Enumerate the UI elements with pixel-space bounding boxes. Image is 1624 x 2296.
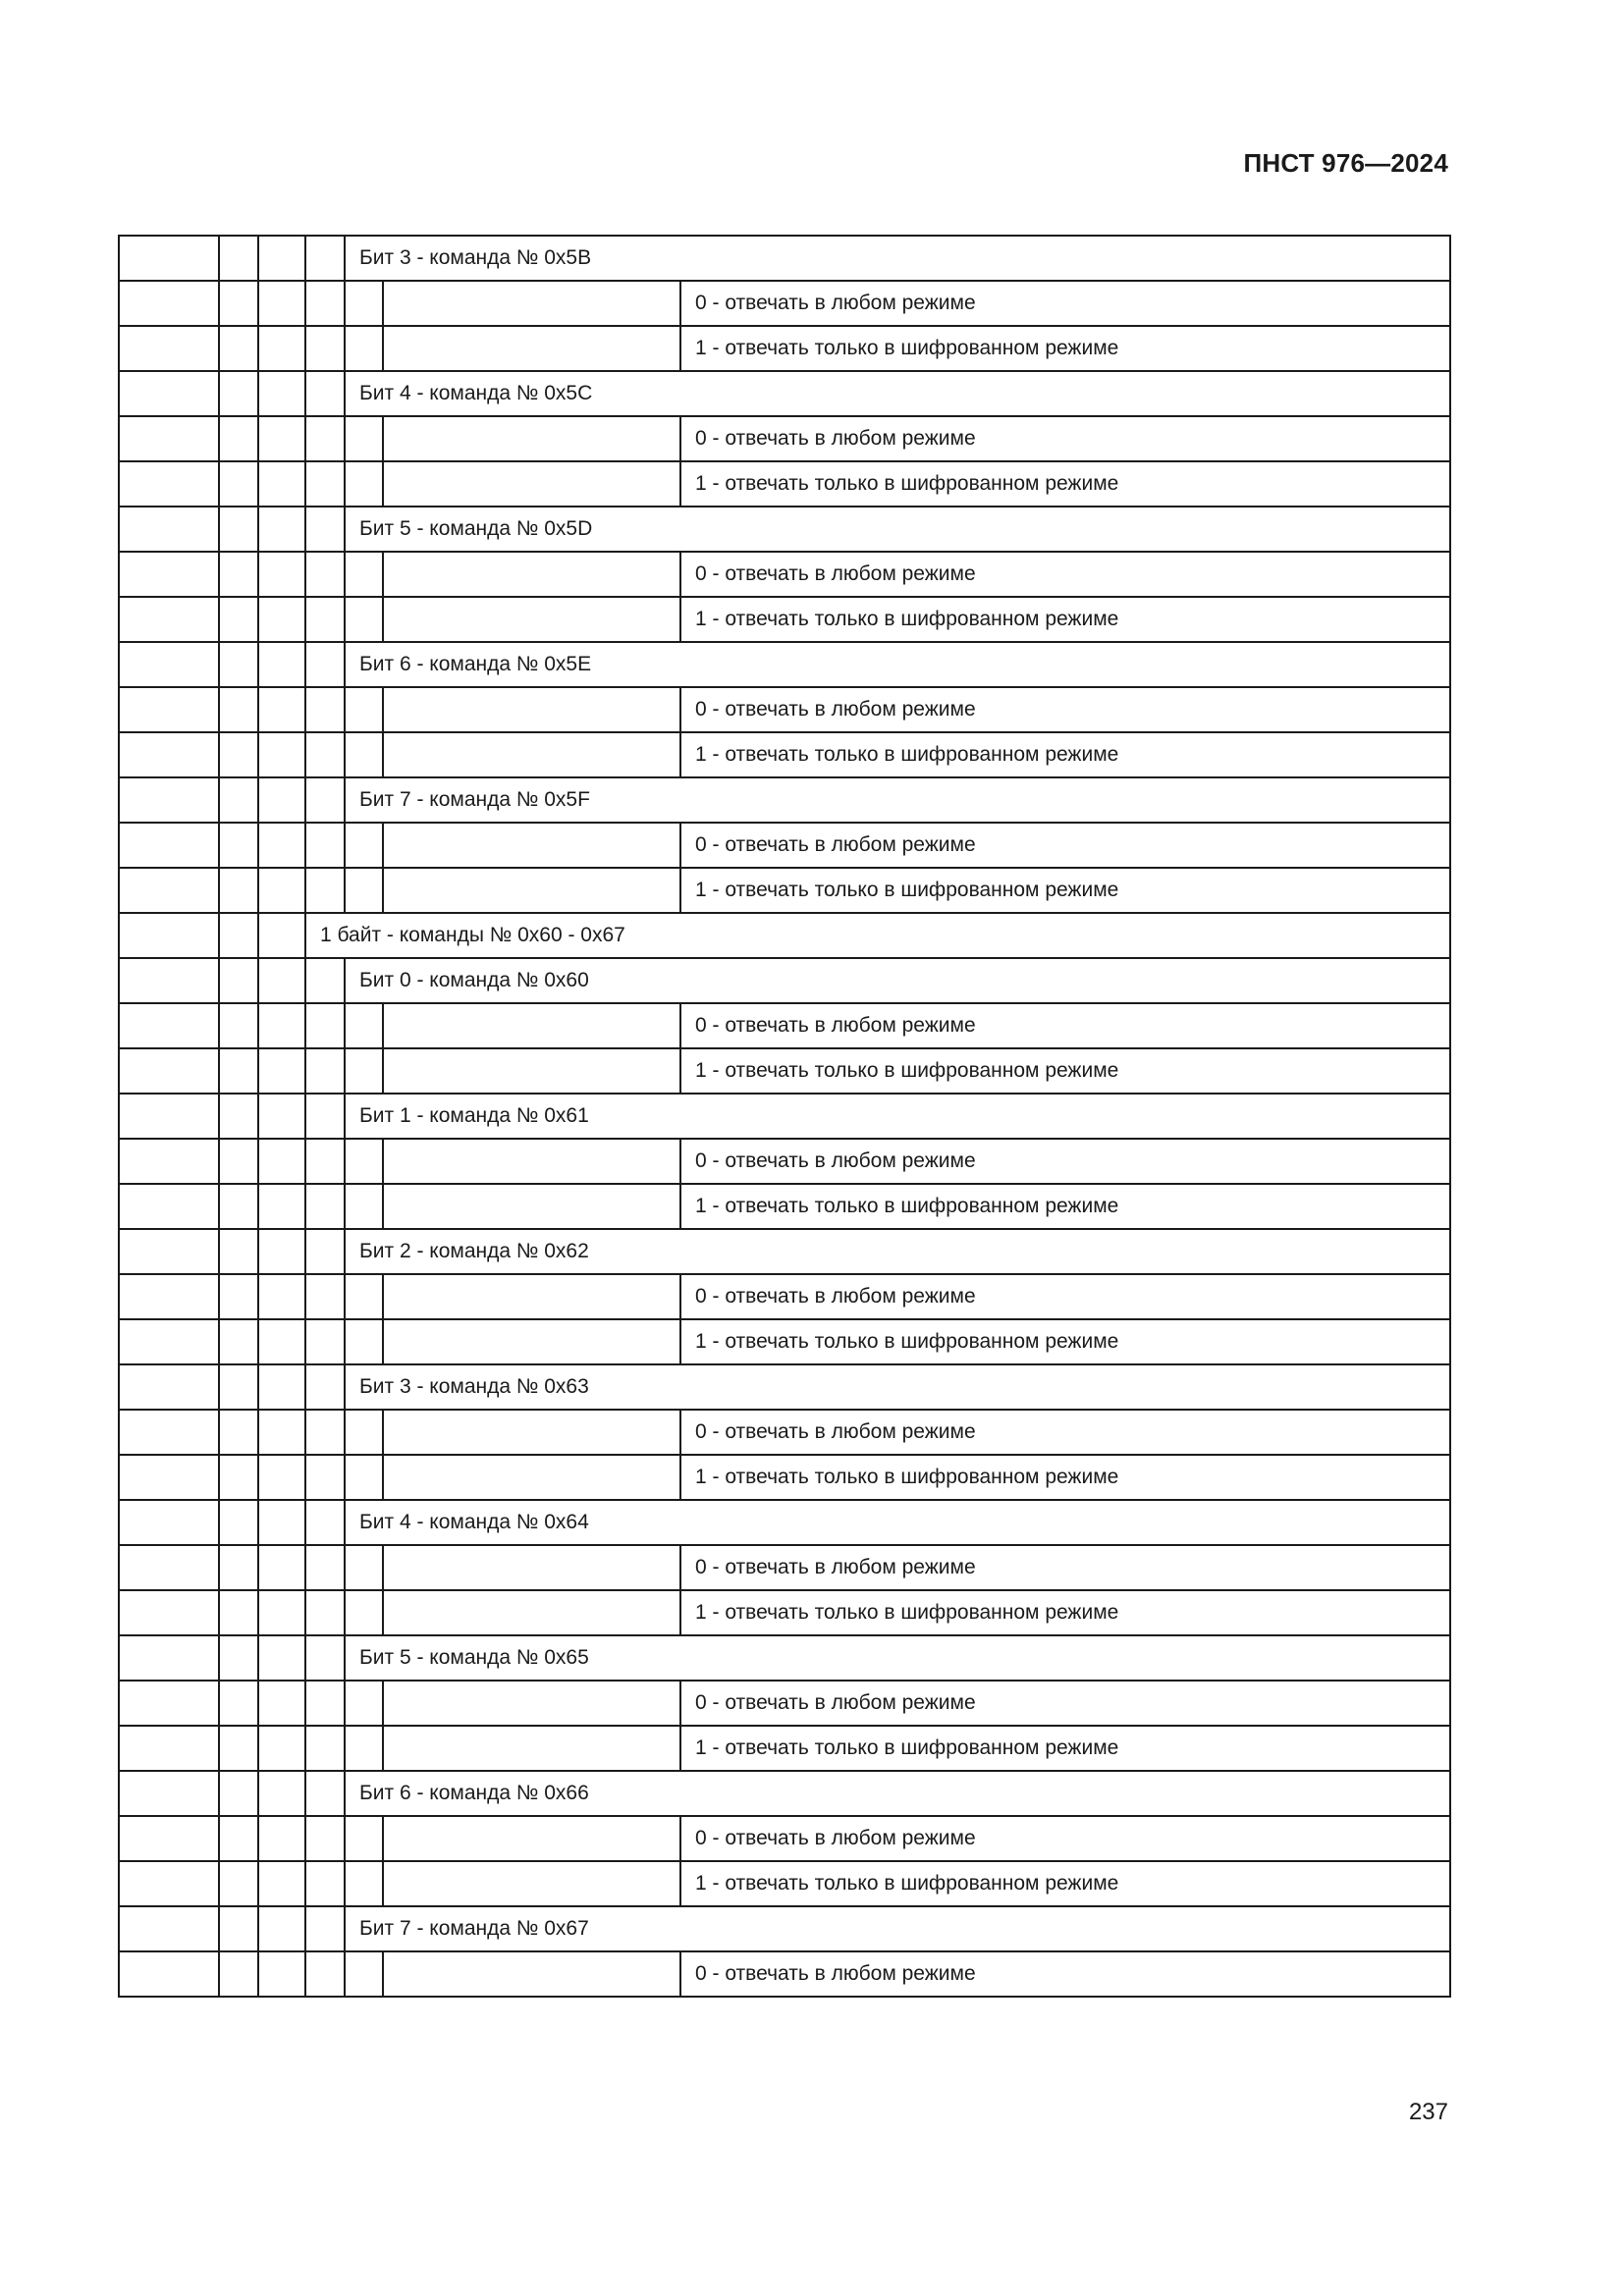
empty-cell: [383, 416, 680, 461]
value-description-cell: 0 - отвечать в любом режиме: [680, 1139, 1450, 1184]
value-row: [119, 1410, 1450, 1455]
empty-cell: [383, 1274, 680, 1319]
empty-cell: [305, 416, 345, 461]
value-row: [119, 1003, 1450, 1048]
empty-cell: [258, 1681, 305, 1726]
empty-cell: [219, 326, 258, 371]
empty-cell: [345, 1590, 383, 1635]
value-description-cell: 0 - отвечать в любом режиме: [680, 416, 1450, 461]
empty-cell: [119, 777, 219, 823]
empty-cell: [383, 1816, 680, 1861]
empty-cell: [119, 868, 219, 913]
empty-cell: [383, 1048, 680, 1094]
empty-cell: [345, 1184, 383, 1229]
empty-cell: [305, 1545, 345, 1590]
empty-cell: [305, 642, 345, 687]
empty-cell: [219, 1319, 258, 1364]
empty-cell: [219, 1048, 258, 1094]
empty-cell: [219, 1861, 258, 1906]
value-description-cell: 0 - отвечать в любом режиме: [680, 1816, 1450, 1861]
empty-cell: [119, 1545, 219, 1590]
empty-cell: [258, 326, 305, 371]
bit-row: [119, 777, 1450, 823]
empty-cell: [383, 597, 680, 642]
page-number: 237: [1408, 2099, 1448, 2125]
value-row: [119, 687, 1450, 732]
empty-cell: [119, 597, 219, 642]
empty-cell: [305, 1139, 345, 1184]
empty-cell: [119, 236, 219, 281]
empty-cell: [345, 1681, 383, 1726]
empty-cell: [258, 1816, 305, 1861]
empty-cell: [305, 281, 345, 326]
empty-cell: [383, 1681, 680, 1726]
empty-cell: [219, 1364, 258, 1410]
bit-description-cell: Бит 1 - команда № 0x61: [345, 1094, 1450, 1139]
empty-cell: [383, 1726, 680, 1771]
empty-cell: [258, 1048, 305, 1094]
empty-cell: [383, 823, 680, 868]
empty-cell: [305, 1771, 345, 1816]
empty-cell: [383, 1590, 680, 1635]
empty-cell: [258, 1139, 305, 1184]
empty-cell: [258, 1184, 305, 1229]
empty-cell: [258, 1545, 305, 1590]
value-row: [119, 732, 1450, 777]
empty-cell: [258, 823, 305, 868]
value-description-cell: 0 - отвечать в любом режиме: [680, 552, 1450, 597]
empty-cell: [258, 1771, 305, 1816]
empty-cell: [305, 1184, 345, 1229]
bit-description-cell: Бит 3 - команда № 0x5B: [345, 236, 1450, 281]
empty-cell: [119, 958, 219, 1003]
empty-cell: [305, 1003, 345, 1048]
bit-description-cell: Бит 5 - команда № 0x65: [345, 1635, 1450, 1681]
value-row: [119, 597, 1450, 642]
empty-cell: [383, 281, 680, 326]
empty-cell: [345, 1861, 383, 1906]
empty-cell: [219, 597, 258, 642]
empty-cell: [119, 1726, 219, 1771]
empty-cell: [119, 1319, 219, 1364]
empty-cell: [383, 552, 680, 597]
value-description-cell: 1 - отвечать только в шифрованном режиме: [680, 597, 1450, 642]
bit-row: [119, 1771, 1450, 1816]
value-row: [119, 868, 1450, 913]
empty-cell: [219, 732, 258, 777]
bit-row: [119, 642, 1450, 687]
value-description-cell: 1 - отвечать только в шифрованном режиме: [680, 326, 1450, 371]
empty-cell: [258, 416, 305, 461]
empty-cell: [383, 1861, 680, 1906]
empty-cell: [345, 1545, 383, 1590]
value-description-cell: 0 - отвечать в любом режиме: [680, 687, 1450, 732]
empty-cell: [219, 1139, 258, 1184]
empty-cell: [119, 371, 219, 416]
empty-cell: [119, 1951, 219, 1997]
value-row: [119, 823, 1450, 868]
empty-cell: [305, 461, 345, 507]
value-row: [119, 1048, 1450, 1094]
empty-cell: [258, 461, 305, 507]
empty-cell: [305, 1274, 345, 1319]
value-description-cell: 1 - отвечать только в шифрованном режиме: [680, 1861, 1450, 1906]
empty-cell: [305, 1906, 345, 1951]
value-description-cell: 1 - отвечать только в шифрованном режиме: [680, 1048, 1450, 1094]
value-row: [119, 1861, 1450, 1906]
empty-cell: [258, 732, 305, 777]
value-description-cell: 0 - отвечать в любом режиме: [680, 1410, 1450, 1455]
empty-cell: [258, 1094, 305, 1139]
empty-cell: [305, 1410, 345, 1455]
bit-description-cell: Бит 2 - команда № 0x62: [345, 1229, 1450, 1274]
empty-cell: [219, 1229, 258, 1274]
empty-cell: [305, 1364, 345, 1410]
empty-cell: [305, 868, 345, 913]
empty-cell: [219, 507, 258, 552]
empty-cell: [345, 597, 383, 642]
empty-cell: [219, 1094, 258, 1139]
value-description-cell: 1 - отвечать только в шифрованном режиме: [680, 461, 1450, 507]
empty-cell: [119, 461, 219, 507]
value-row: [119, 416, 1450, 461]
empty-cell: [383, 1139, 680, 1184]
value-row: [119, 1590, 1450, 1635]
empty-cell: [219, 687, 258, 732]
byte-row: [119, 913, 1450, 958]
value-description-cell: 1 - отвечать только в шифрованном режиме: [680, 732, 1450, 777]
empty-cell: [119, 1410, 219, 1455]
bit-description-cell: Бит 3 - команда № 0x63: [345, 1364, 1450, 1410]
empty-cell: [383, 461, 680, 507]
empty-cell: [119, 1500, 219, 1545]
empty-cell: [345, 1319, 383, 1364]
empty-cell: [258, 1319, 305, 1364]
empty-cell: [345, 1003, 383, 1048]
empty-cell: [119, 913, 219, 958]
value-description-cell: 1 - отвечать только в шифрованном режиме: [680, 1184, 1450, 1229]
empty-cell: [345, 552, 383, 597]
empty-cell: [305, 1048, 345, 1094]
empty-cell: [119, 416, 219, 461]
byte-description-cell: 1 байт - команды № 0x60 - 0x67: [305, 913, 1450, 958]
empty-cell: [258, 1726, 305, 1771]
empty-cell: [219, 1274, 258, 1319]
empty-cell: [305, 507, 345, 552]
bit-row: [119, 1906, 1450, 1951]
empty-cell: [219, 958, 258, 1003]
empty-cell: [219, 1906, 258, 1951]
empty-cell: [119, 552, 219, 597]
empty-cell: [345, 1048, 383, 1094]
empty-cell: [305, 958, 345, 1003]
empty-cell: [345, 281, 383, 326]
empty-cell: [219, 461, 258, 507]
empty-cell: [119, 1048, 219, 1094]
value-description-cell: 0 - отвечать в любом режиме: [680, 1545, 1450, 1590]
empty-cell: [305, 1500, 345, 1545]
bit-description-cell: Бит 6 - команда № 0x5E: [345, 642, 1450, 687]
empty-cell: [345, 326, 383, 371]
empty-cell: [258, 1590, 305, 1635]
empty-cell: [119, 1184, 219, 1229]
empty-cell: [345, 687, 383, 732]
empty-cell: [119, 326, 219, 371]
empty-cell: [119, 281, 219, 326]
empty-cell: [305, 1635, 345, 1681]
empty-cell: [258, 777, 305, 823]
empty-cell: [219, 777, 258, 823]
bit-row: [119, 236, 1450, 281]
value-description-cell: 0 - отвечать в любом режиме: [680, 1003, 1450, 1048]
empty-cell: [219, 1635, 258, 1681]
bit-description-cell: Бит 7 - команда № 0x5F: [345, 777, 1450, 823]
empty-cell: [119, 642, 219, 687]
value-row: [119, 326, 1450, 371]
bit-description-cell: Бит 4 - команда № 0x5C: [345, 371, 1450, 416]
empty-cell: [258, 371, 305, 416]
empty-cell: [258, 552, 305, 597]
empty-cell: [219, 1726, 258, 1771]
empty-cell: [258, 1274, 305, 1319]
empty-cell: [383, 1003, 680, 1048]
empty-cell: [345, 732, 383, 777]
empty-cell: [258, 1951, 305, 1997]
empty-cell: [383, 1545, 680, 1590]
empty-cell: [219, 416, 258, 461]
empty-cell: [305, 1319, 345, 1364]
empty-cell: [258, 868, 305, 913]
empty-cell: [219, 1590, 258, 1635]
empty-cell: [258, 236, 305, 281]
bit-description-cell: Бит 4 - команда № 0x64: [345, 1500, 1450, 1545]
empty-cell: [305, 1951, 345, 1997]
empty-cell: [258, 1455, 305, 1500]
value-description-cell: 1 - отвечать только в шифрованном режиме: [680, 1455, 1450, 1500]
empty-cell: [219, 1816, 258, 1861]
empty-cell: [119, 823, 219, 868]
bit-description-cell: Бит 5 - команда № 0x5D: [345, 507, 1450, 552]
empty-cell: [119, 1229, 219, 1274]
empty-cell: [219, 868, 258, 913]
empty-cell: [119, 1861, 219, 1906]
bit-row: [119, 958, 1450, 1003]
empty-cell: [258, 597, 305, 642]
empty-cell: [383, 732, 680, 777]
empty-cell: [119, 1906, 219, 1951]
value-row: [119, 461, 1450, 507]
empty-cell: [119, 1816, 219, 1861]
empty-cell: [219, 1455, 258, 1500]
empty-cell: [258, 1500, 305, 1545]
empty-cell: [119, 1094, 219, 1139]
empty-cell: [305, 687, 345, 732]
empty-cell: [345, 1274, 383, 1319]
empty-cell: [258, 1906, 305, 1951]
empty-cell: [219, 552, 258, 597]
value-row: [119, 1545, 1450, 1590]
empty-cell: [119, 687, 219, 732]
empty-cell: [258, 281, 305, 326]
empty-cell: [219, 1951, 258, 1997]
empty-cell: [383, 1455, 680, 1500]
empty-cell: [305, 777, 345, 823]
bit-row: [119, 1364, 1450, 1410]
empty-cell: [219, 642, 258, 687]
value-description-cell: 1 - отвечать только в шифрованном режиме: [680, 1319, 1450, 1364]
empty-cell: [305, 326, 345, 371]
empty-cell: [345, 1951, 383, 1997]
bit-row: [119, 1500, 1450, 1545]
empty-cell: [345, 1726, 383, 1771]
empty-cell: [119, 507, 219, 552]
empty-cell: [219, 1771, 258, 1816]
empty-cell: [345, 868, 383, 913]
value-description-cell: 0 - отвечать в любом режиме: [680, 281, 1450, 326]
value-description-cell: 0 - отвечать в любом режиме: [680, 1951, 1450, 1997]
empty-cell: [258, 1410, 305, 1455]
empty-cell: [119, 1590, 219, 1635]
bit-description-cell: Бит 7 - команда № 0x67: [345, 1906, 1450, 1951]
bit-description-cell: Бит 6 - команда № 0x66: [345, 1771, 1450, 1816]
empty-cell: [345, 1410, 383, 1455]
value-row: [119, 1726, 1450, 1771]
value-row: [119, 1274, 1450, 1319]
document-code: ПНСТ 976—2024: [1243, 148, 1448, 178]
empty-cell: [305, 552, 345, 597]
empty-cell: [219, 1003, 258, 1048]
empty-cell: [119, 1139, 219, 1184]
empty-cell: [305, 236, 345, 281]
empty-cell: [305, 1094, 345, 1139]
empty-cell: [258, 913, 305, 958]
empty-cell: [383, 1319, 680, 1364]
value-row: [119, 1139, 1450, 1184]
empty-cell: [305, 1590, 345, 1635]
table-body: [119, 236, 1450, 1997]
empty-cell: [258, 1861, 305, 1906]
empty-cell: [305, 597, 345, 642]
empty-cell: [383, 1184, 680, 1229]
empty-cell: [258, 642, 305, 687]
bit-row: [119, 1094, 1450, 1139]
empty-cell: [119, 1771, 219, 1816]
value-row: [119, 1184, 1450, 1229]
value-row: [119, 1319, 1450, 1364]
empty-cell: [345, 1139, 383, 1184]
empty-cell: [258, 1364, 305, 1410]
value-description-cell: 0 - отвечать в любом режиме: [680, 1681, 1450, 1726]
empty-cell: [305, 1229, 345, 1274]
empty-cell: [219, 1184, 258, 1229]
empty-cell: [119, 1455, 219, 1500]
value-row: [119, 1951, 1450, 1997]
value-row: [119, 1816, 1450, 1861]
empty-cell: [383, 687, 680, 732]
empty-cell: [305, 1861, 345, 1906]
bit-row: [119, 1229, 1450, 1274]
empty-cell: [345, 1816, 383, 1861]
empty-cell: [219, 1500, 258, 1545]
empty-cell: [305, 1726, 345, 1771]
empty-cell: [345, 1455, 383, 1500]
value-description-cell: 0 - отвечать в любом режиме: [680, 823, 1450, 868]
empty-cell: [219, 1545, 258, 1590]
empty-cell: [258, 687, 305, 732]
empty-cell: [119, 1003, 219, 1048]
empty-cell: [383, 326, 680, 371]
empty-cell: [345, 823, 383, 868]
value-row: [119, 1681, 1450, 1726]
value-description-cell: 1 - отвечать только в шифрованном режиме: [680, 1590, 1450, 1635]
bit-description-cell: Бит 0 - команда № 0x60: [345, 958, 1450, 1003]
empty-cell: [258, 1003, 305, 1048]
empty-cell: [383, 1410, 680, 1455]
empty-cell: [305, 371, 345, 416]
empty-cell: [219, 1681, 258, 1726]
empty-cell: [305, 732, 345, 777]
empty-cell: [345, 461, 383, 507]
empty-cell: [345, 416, 383, 461]
empty-cell: [305, 823, 345, 868]
empty-cell: [219, 913, 258, 958]
empty-cell: [219, 823, 258, 868]
value-description-cell: 1 - отвечать только в шифрованном режиме: [680, 1726, 1450, 1771]
empty-cell: [119, 1635, 219, 1681]
empty-cell: [219, 236, 258, 281]
empty-cell: [383, 868, 680, 913]
bit-row: [119, 371, 1450, 416]
empty-cell: [119, 1364, 219, 1410]
empty-cell: [219, 1410, 258, 1455]
empty-cell: [119, 732, 219, 777]
empty-cell: [305, 1455, 345, 1500]
empty-cell: [258, 958, 305, 1003]
bit-row: [119, 507, 1450, 552]
empty-cell: [119, 1681, 219, 1726]
value-row: [119, 1455, 1450, 1500]
value-description-cell: 0 - отвечать в любом режиме: [680, 1274, 1450, 1319]
bit-row: [119, 1635, 1450, 1681]
empty-cell: [305, 1816, 345, 1861]
empty-cell: [305, 1681, 345, 1726]
empty-cell: [383, 1951, 680, 1997]
value-row: [119, 281, 1450, 326]
value-description-cell: 1 - отвечать только в шифрованном режиме: [680, 868, 1450, 913]
empty-cell: [258, 1635, 305, 1681]
spec-table: [118, 235, 1451, 1998]
empty-cell: [119, 1274, 219, 1319]
value-row: [119, 552, 1450, 597]
empty-cell: [219, 281, 258, 326]
empty-cell: [258, 507, 305, 552]
empty-cell: [258, 1229, 305, 1274]
empty-cell: [219, 371, 258, 416]
